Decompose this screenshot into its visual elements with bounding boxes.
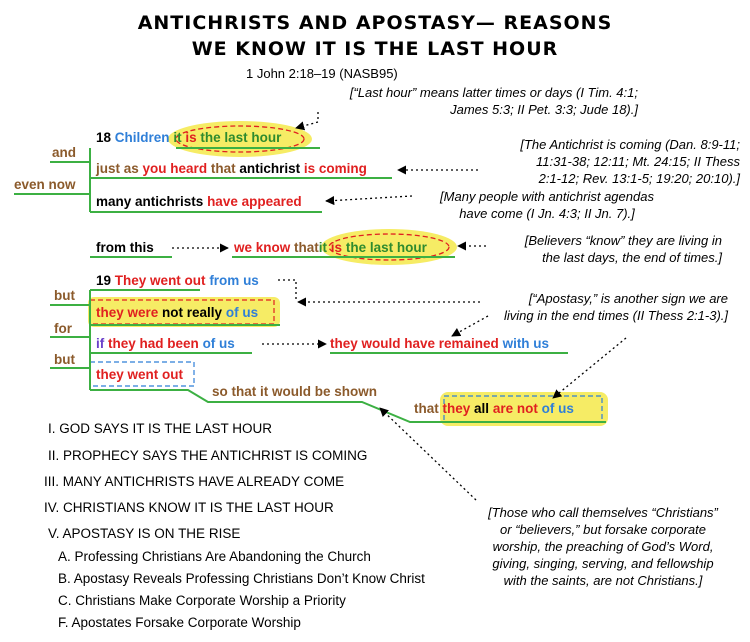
word-not: not — [516, 401, 538, 416]
word-if: if — [96, 336, 105, 351]
outline-subitem-a: A. Professing Christians Are Abandoning the Church — [58, 549, 371, 564]
phrase-from-us: from us — [209, 273, 259, 288]
note-christians-line-4: giving, singing, serving, and fellowship — [492, 556, 714, 571]
note-antichrist-line-3: 2:1-12; Rev. 13:1-5; 19:20; 20:10).] — [538, 171, 740, 186]
outline-subitem-b: B. Apostasy Reveals Professing Christians Don’t Know Christ — [58, 571, 425, 586]
note-apostasy-line-2: living in the end times (II Thess 2:1-3).] — [504, 308, 728, 323]
outline-subitem-c: C. Christians Make Corporate Worship a Priority — [58, 593, 346, 608]
title-line-2: WE KNOW IT IS THE LAST HOUR — [191, 38, 559, 60]
phrase-last-hour: the last hour — [200, 130, 282, 145]
word-are: are — [492, 401, 514, 416]
word-they: they — [442, 401, 471, 416]
phrase-of-us-2: of us — [202, 336, 235, 351]
outline-item-4: IV. CHRISTIANS KNOW IT IS THE LAST HOUR — [44, 500, 334, 515]
note-last-hour-line-2: James 5:3; II Pet. 3:3; Jude 18).] — [450, 102, 638, 117]
note-christians-line-3: worship, the preaching of God’s Word, — [492, 539, 714, 554]
v19-row-remained — [330, 337, 549, 351]
phrase-we-know: we know — [234, 240, 291, 255]
note-believers — [525, 232, 722, 266]
title-line-1: ANTICHRISTS AND APOSTASY— REASONS — [137, 12, 613, 34]
word-it-2: it — [318, 240, 328, 255]
v18-row-children — [96, 131, 281, 145]
note-apostasy-line-1: [“Apostasy,” is another sign we are — [528, 291, 728, 306]
phrase-with-us: with us — [502, 336, 550, 351]
note-last-hour — [350, 84, 638, 118]
v18-row-many — [96, 195, 302, 209]
phrase-would-have-remained: they would have remained — [330, 336, 499, 351]
outline-subitem-f: F. Apostates Forsake Corporate Worship — [58, 615, 301, 630]
v18-row-we-know — [234, 241, 427, 255]
word-that-3: that — [414, 401, 439, 416]
word-just-as: just as — [96, 161, 139, 176]
note-many — [418, 188, 676, 222]
note-antichrist-line-1: [The Antichrist is coming (Dan. 8:9-11; — [520, 137, 740, 152]
phrase-have-appeared: have appeared — [207, 194, 302, 209]
outline-item-5: V. APOSTASY IS ON THE RISE — [48, 526, 241, 541]
word-it: it — [173, 130, 182, 145]
note-antichrist — [520, 136, 740, 187]
note-last-hour-line-1: [“Last hour” means latter times or days (I Tim. 4:1; — [349, 85, 638, 100]
phrase-so-that: so that — [212, 384, 257, 399]
phrase-last-hour-2: the last hour — [345, 240, 427, 255]
word-that-2: that — [294, 240, 319, 255]
note-many-line-1: [Many people with antichrist agendas — [440, 189, 654, 204]
v19-row-if — [96, 337, 235, 351]
outline-item-2: II. PROPHECY SAYS THE ANTICHRIST IS COMING — [48, 448, 368, 463]
phrase-from-this: from this — [96, 240, 154, 255]
note-believers-line-2: the last days, the end of times.] — [542, 250, 722, 265]
note-apostasy — [504, 290, 728, 324]
note-christians-line-5: with the saints, are not Christians.] — [503, 573, 703, 588]
connector-but-2: but — [54, 352, 75, 367]
phrase-it-would-be-shown: it would be shown — [260, 384, 378, 399]
word-children: Children — [114, 130, 170, 145]
v19-row-not-of-us — [414, 402, 574, 416]
word-is-2: is — [330, 240, 343, 255]
verse-number-19: 19 — [96, 273, 112, 288]
note-christians-line-2: or “believers,” but forsake corporate — [500, 522, 706, 537]
v19-row-not-really — [96, 306, 258, 320]
phrase-they-were: they were — [96, 305, 159, 320]
note-many-line-2: have come (I Jn. 4:3; II Jn. 7).] — [459, 206, 635, 221]
connector-but: but — [54, 288, 75, 303]
phrase-they-had-been: they had been — [108, 336, 199, 351]
connector-even-now: even now — [14, 177, 76, 192]
connector-for: for — [54, 321, 72, 336]
word-antichrist: antichrist — [239, 161, 301, 176]
verse-number-18: 18 — [96, 130, 112, 145]
phrase-they-went-out-2: they went out — [96, 367, 183, 382]
phrase-of-us: of us — [225, 305, 259, 320]
note-believers-line-1: [Believers “know” they are living in — [524, 233, 722, 248]
v18-row-just-as — [96, 162, 367, 176]
connector-and: and — [52, 145, 77, 160]
word-that: that — [210, 161, 236, 176]
phrase-you-heard: you heard — [142, 161, 208, 176]
note-christians-line-1: [Those who call themselves “Christians” — [488, 505, 718, 520]
phrase-of-us-3: of us — [541, 401, 574, 416]
phrase-is-coming: is coming — [303, 161, 367, 176]
phrase-not-really: not really — [162, 305, 223, 320]
note-christians — [472, 504, 734, 589]
scripture-reference: 1 John 2:18–19 (NASB95) — [246, 66, 398, 81]
v19-row-so-that — [212, 385, 377, 399]
word-is: is — [185, 130, 197, 145]
word-all: all — [474, 401, 490, 416]
phrase-they-went-out: They went out — [114, 273, 206, 288]
outline-item-3: III. MANY ANTICHRISTS HAVE ALREADY COME — [44, 474, 345, 489]
phrase-many-antichrists: many antichrists — [96, 194, 204, 209]
v19-row-went-out — [96, 274, 259, 288]
outline-item-1: I. GOD SAYS IT IS THE LAST HOUR — [48, 421, 273, 436]
note-antichrist-line-2: 11:31-38; 12:11; Mt. 24:15; II Thess — [535, 154, 740, 169]
